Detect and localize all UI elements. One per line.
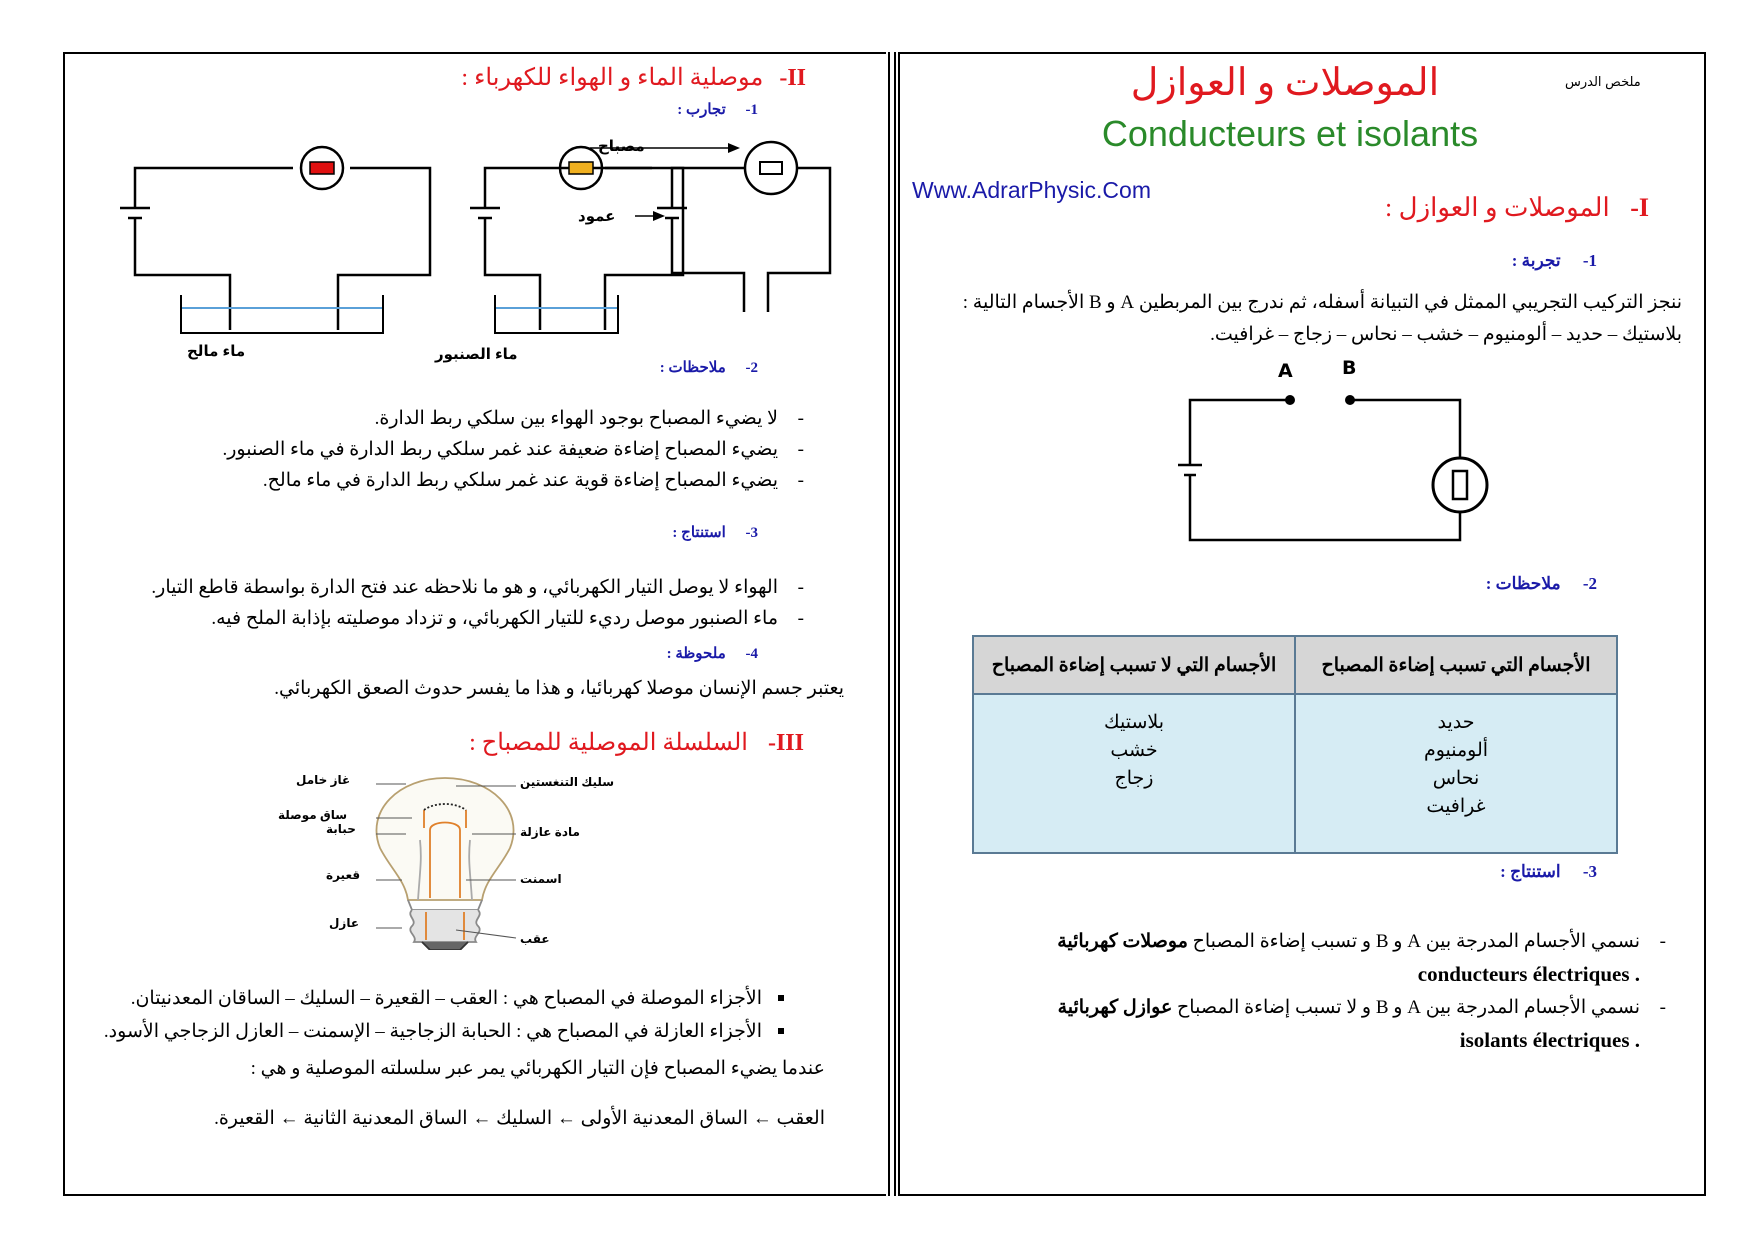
website-link[interactable]: Www.AdrarPhysic.Com <box>912 177 1151 203</box>
s1-experiment-text <box>902 287 1682 351</box>
s1-conclusion-2-text: نسمي الأجسام المدرجة بين A و B و لا تسبب إضاءة المصباح <box>1177 997 1640 1018</box>
terminal-b-label: B <box>1342 357 1357 379</box>
lamp-label-inert-gas: غاز خامل <box>296 773 351 787</box>
light-item: حديد <box>1437 712 1475 733</box>
no-light-item: خشب <box>1110 740 1158 761</box>
table-header-no-light: الأجسام التي لا تسبب إضاءة المصباح <box>973 636 1295 694</box>
s2-experiments-title: تجارب : <box>677 102 726 118</box>
section3-title: السلسلة الموصلية للمصباح : <box>469 730 748 756</box>
s1-conclusion-1-bold: موصلات كهربائية <box>1057 931 1188 952</box>
lamp-parts-item: الأجزاء الموصلة في المصباح هي : العقب – القعيرة – السليك – الساقان المعدنيتان. <box>86 982 786 1015</box>
lamp-label-bulb: حبابة <box>326 822 356 836</box>
lamp-parts-list <box>86 982 786 1048</box>
s1-conclusion-title: استنتاج : <box>1500 862 1561 881</box>
section3-number: III- <box>767 730 804 756</box>
s2-conclusion-title: استنتاج : <box>672 525 726 541</box>
light-item: ألومنيوم <box>1423 740 1489 761</box>
page-title-fr: Conducteurs et isolants <box>1101 113 1479 154</box>
lamp-label-base: عقب <box>520 932 550 946</box>
observations-table <box>972 635 1618 854</box>
s2-note-num: 4- <box>745 646 758 662</box>
s1-experiment-num: 1- <box>1582 251 1597 270</box>
lamp-label-cap: قعيرة <box>326 868 361 882</box>
s1-observations-heading <box>1486 574 1597 594</box>
s1-conclusion-2-bold: عوازل كهربائية <box>1057 997 1173 1018</box>
s2-conclusion-item: - ماء الصنبور موصل رديء للتيار الكهربائي، و تزداد موصليته بإذابة الملح فيه. <box>44 603 804 634</box>
table-cell-light-items <box>1295 694 1617 853</box>
s2-observation-item: - يضيء المصباح إضاءة قوية عند غمر سلكي ربط الدارة في ماء مالح. <box>164 465 804 496</box>
table-header-light: الأجسام التي تسبب إضاءة المصباح <box>1295 636 1617 694</box>
s1-conclusion-num: 3- <box>1582 862 1597 881</box>
s2-observation-item: - يضيء المصباح إضاءة ضعيفة عند غمر سلكي ربط الدارة في ماء الصنبور. <box>164 434 804 465</box>
s2-conclusions-list <box>44 572 804 634</box>
s1-conclusion-2-fr: . isolants électriques <box>1459 1028 1640 1052</box>
light-item: غرافيت <box>1426 796 1486 817</box>
s1-conclusions <box>986 925 1666 1057</box>
center-divider-line-1 <box>888 52 890 1196</box>
air-circuit <box>590 130 850 330</box>
section1-heading <box>1385 193 1649 223</box>
section1-number: I- <box>1630 193 1649 222</box>
s1-experiment-line-2: بلاستيك – حديد – ألومنيوم – خشب – نحاس – زجاج – غرافيت. <box>1210 324 1682 345</box>
s2-note-text: يعتبر جسم الإنسان موصلا كهربائيا، و هذا ما يفسر حدوث الصعق الكهربائي. <box>274 678 844 699</box>
s1-conclusion-heading <box>1500 862 1597 882</box>
salt-lamp-bright <box>310 162 334 174</box>
center-divider-line-2 <box>894 52 896 1196</box>
lamp-label-cement: اسمنت <box>520 872 562 886</box>
s1-experiment-title: تجربة : <box>1511 251 1561 270</box>
terminal-a-label: A <box>1278 360 1293 382</box>
s2-note-heading <box>667 644 758 663</box>
page-title-ar: الموصلات و العوازل <box>1130 62 1440 104</box>
section2-title: موصلية الماء و الهواء للكهرباء : <box>461 65 764 91</box>
s2-note-title: ملحوظة : <box>666 646 726 662</box>
no-light-item: زجاج <box>1114 768 1154 789</box>
s1-conclusion-item-1: - نسمي الأجسام المدرجة بين A و B و تسبب إضاءة المصباح موصلات كهربائية . conducteurs électriques <box>986 925 1666 991</box>
s2-conclusion-heading <box>672 523 758 542</box>
lamp-label-conducting-leg: ساق موصلة <box>278 808 348 822</box>
s1-conclusion-item-2: - نسمي الأجسام المدرجة بين A و B و لا تسبب إضاءة المصباح عوازل كهربائية . isolants électriques <box>986 991 1666 1057</box>
s2-observations-heading <box>660 358 758 377</box>
section2-number: II- <box>779 65 806 91</box>
label-tap-water: ماء الصنبور <box>435 346 518 363</box>
lamp-chain: العقب ← الساق المعدنية الأولى ← السليك ← الساق المعدنية الثانية ← القعيرة. <box>214 1108 825 1129</box>
s1-observations-title: ملاحظات : <box>1485 574 1561 593</box>
table-cell-no-light-items <box>973 694 1295 853</box>
lamp-leader-lines <box>336 780 526 940</box>
s1-conclusion-1-fr: . conducteurs électriques <box>1417 962 1640 986</box>
terminal-a-dot <box>1285 395 1295 405</box>
section2-heading <box>461 63 806 92</box>
section3-heading <box>469 728 804 757</box>
lamp-label-filament: سليك التنغستين <box>520 775 615 789</box>
s1-observations-num: 2- <box>1582 574 1597 593</box>
lamp-label-insulating-material: مادة عازلة <box>520 825 580 839</box>
s2-conclusion-item: - الهواء لا يوصل التيار الكهربائي، و هو ما نلاحظه عند فتح الدارة بواسطة قاطع التيار. <box>44 572 804 603</box>
s1-experiment-heading <box>1512 251 1597 271</box>
lamp-chain-intro: عندما يضيء المصباح فإن التيار الكهربائي يمر عبر سلسلته الموصلية و هي : <box>250 1058 825 1079</box>
label-lamp: مصباح <box>598 138 645 155</box>
no-light-item: بلاستيك <box>1103 712 1165 733</box>
s2-observations-title: ملاحظات : <box>659 360 726 376</box>
s1-experiment-line-1: ننجز التركيب التجريبي الممثل في التبيانة أسفله، ثم ندرج بين المربطين A و B الأجسام التالية : <box>962 292 1682 313</box>
s2-experiments-heading <box>677 100 758 119</box>
circuit-diagram-ab <box>1160 355 1490 555</box>
lamp-parts-item: الأجزاء العازلة في المصباح هي : الحبابة الزجاجية – الإسمنت – العازل الزجاجي الأسود. <box>86 1015 786 1048</box>
s2-conclusion-num: 3- <box>745 525 758 541</box>
s2-observations-num: 2- <box>745 360 758 376</box>
salt-circuit-wire <box>135 168 293 208</box>
summary-label: ملخص الدرس <box>1565 74 1641 89</box>
s1-conclusion-1-text: نسمي الأجسام المدرجة بين A و B و تسبب إضاءة المصباح <box>1192 931 1640 952</box>
s2-observation-item: - لا يضيء المصباح بوجود الهواء بين سلكي ربط الدارة. <box>164 403 804 434</box>
light-item: نحاس <box>1432 768 1480 789</box>
terminal-b-dot <box>1345 395 1355 405</box>
section1-title: الموصلات و العوازل : <box>1384 193 1610 222</box>
label-salt-water: ماء مالح <box>187 343 246 360</box>
lamp-label-insulator: عازل <box>329 916 360 930</box>
s2-experiments-num: 1- <box>745 102 758 118</box>
label-battery: عمود <box>578 208 616 225</box>
s2-observations-list <box>164 403 804 496</box>
